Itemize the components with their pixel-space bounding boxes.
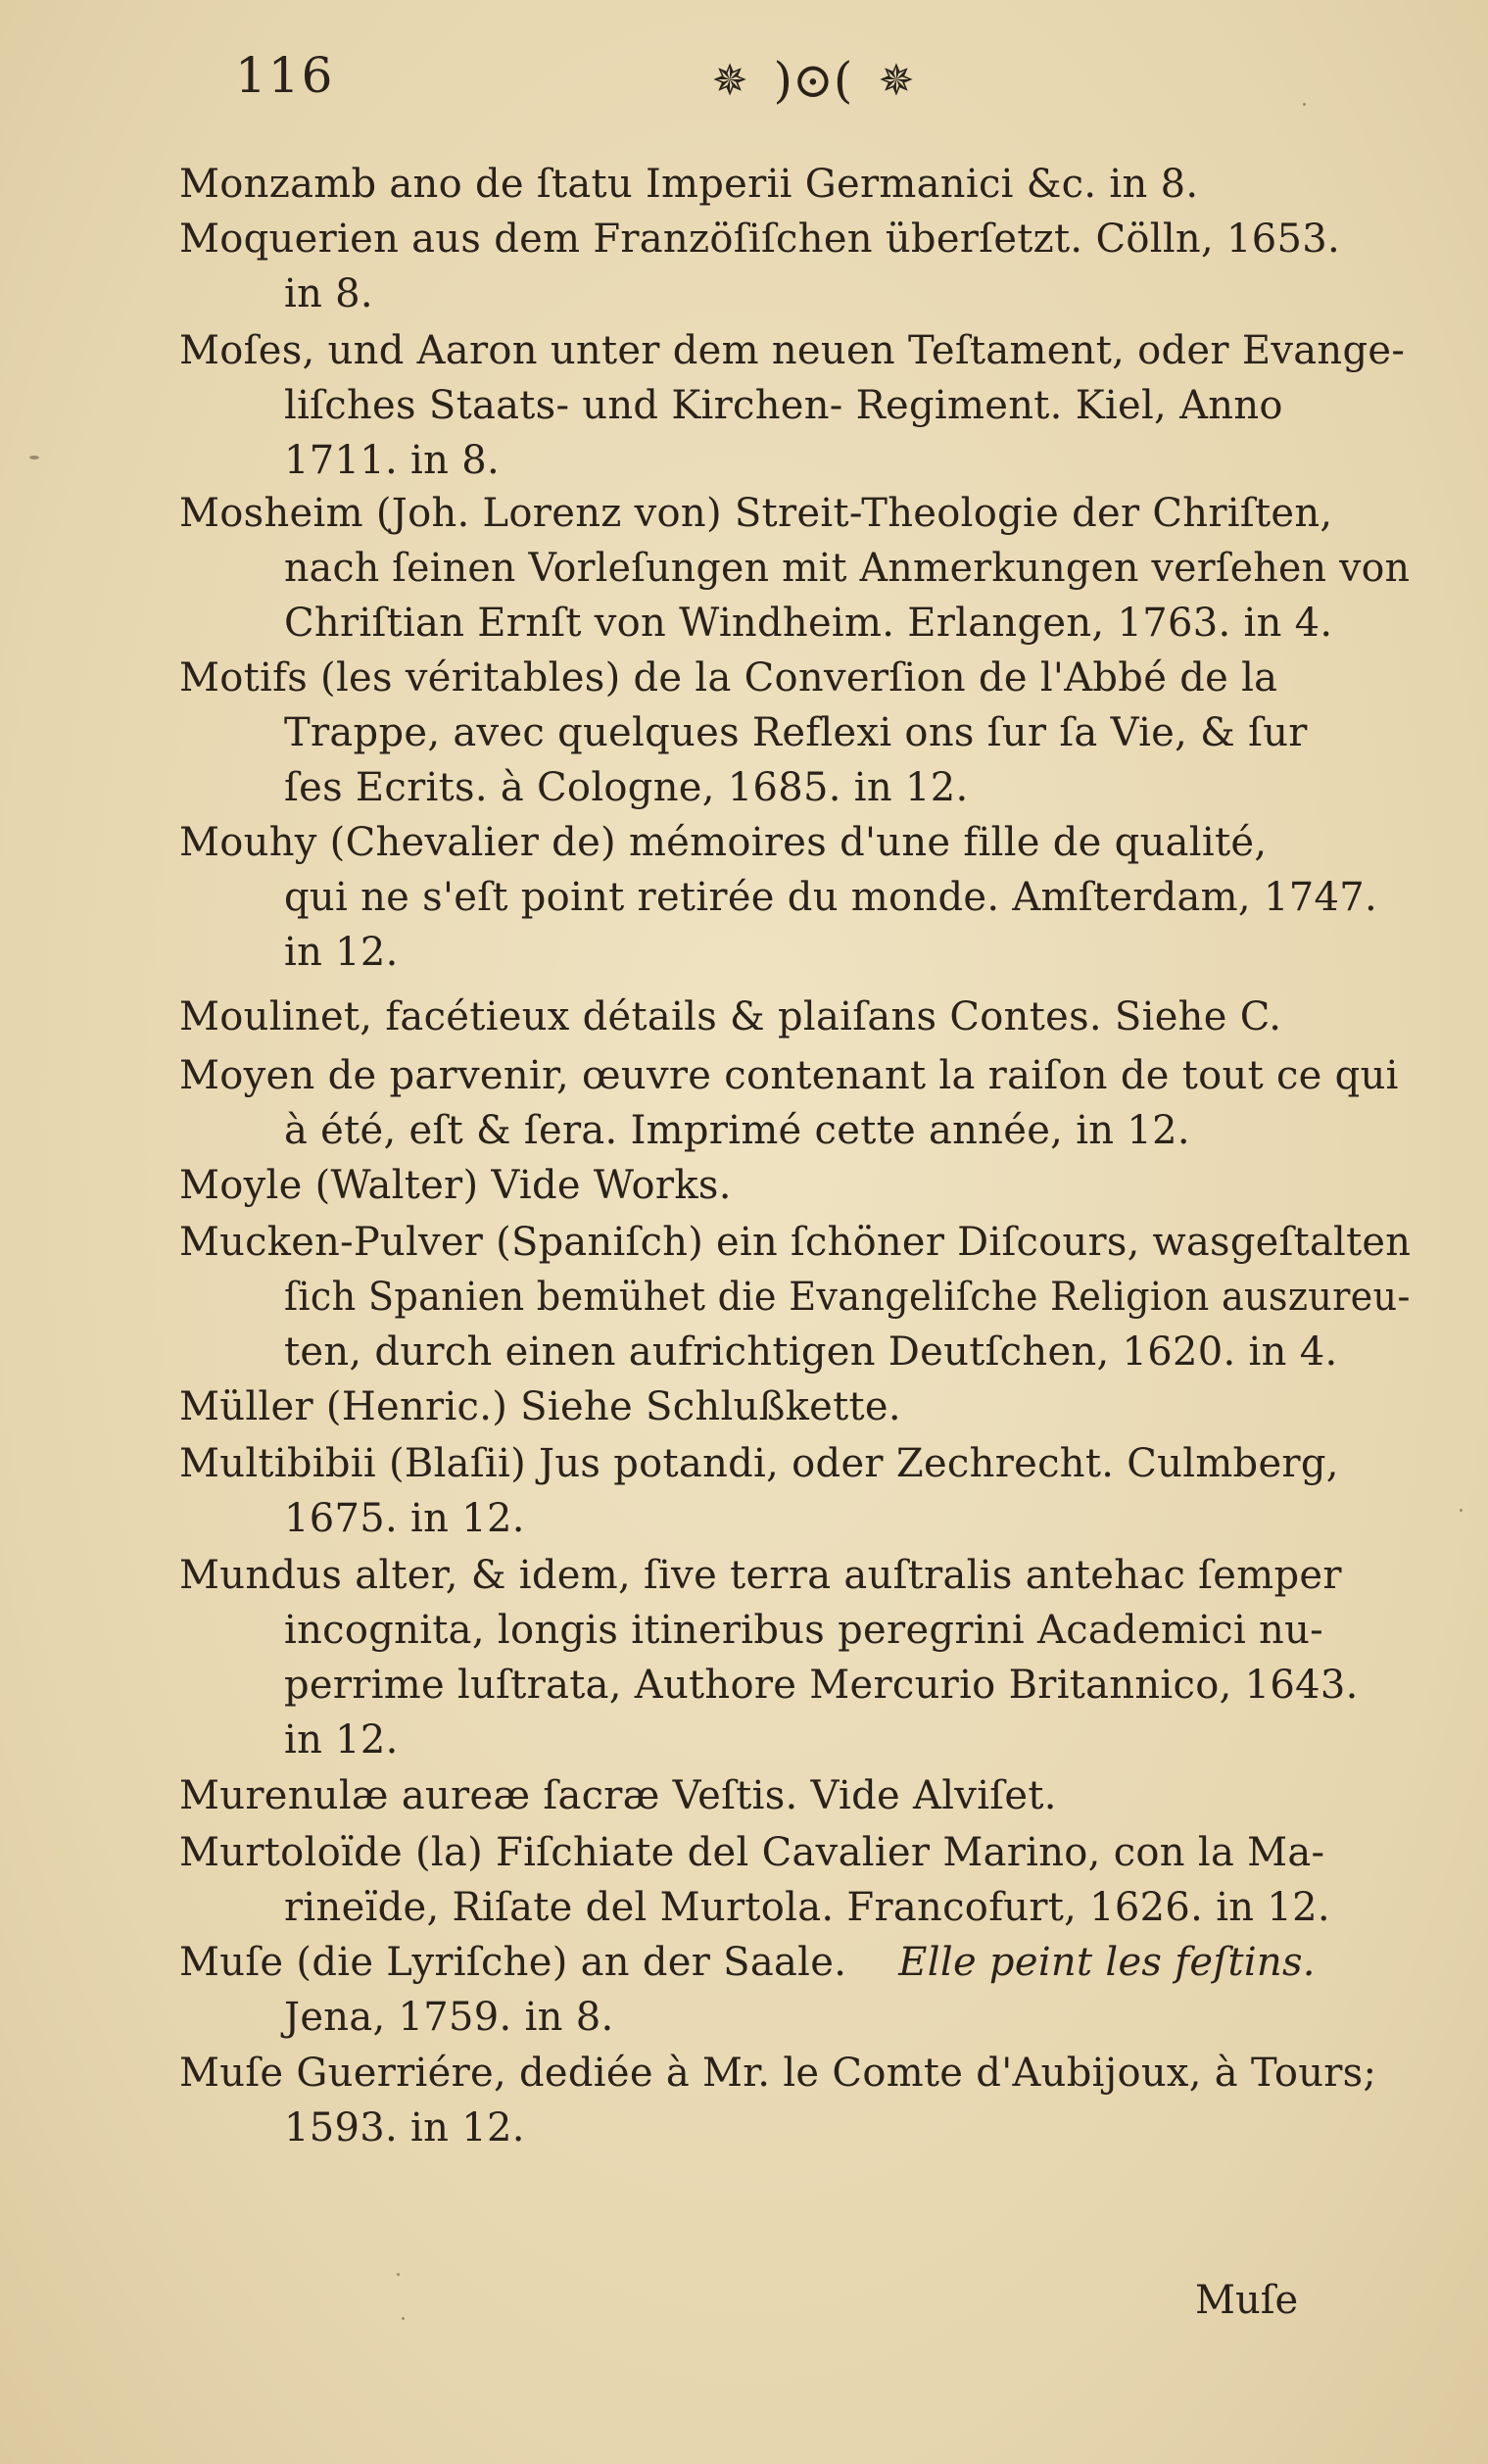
entry-line: incognita, longis itineribus peregrini Academici nu- — [284, 1608, 1323, 1653]
entry-line-text: Muſe (die Lyriſche) an der Saale. — [179, 1940, 860, 1985]
paper-speck — [29, 456, 39, 459]
entry-line: in 12. — [284, 1717, 399, 1763]
entry-line: nach ſeinen Vorleſungen mit Anmerkungen verſehen von — [284, 546, 1411, 591]
paper-speck — [1460, 1509, 1463, 1512]
entry-line: Moyen de parvenir, œuvre contenant la raiſon de tout ce qui — [179, 1053, 1399, 1098]
entry-line: 1593. in 12. — [284, 2105, 525, 2150]
entry-line: Chriſtian Ernſt von Windheim. Erlangen, 1763. in 4. — [284, 601, 1333, 646]
entry-line: Trappe, avec quelques Reflexi ons ſur ſa Vie, & ſur — [284, 710, 1308, 755]
entry-line: ten, durch einen aufrichtigen Deutſchen, 1620. in 4. — [284, 1329, 1338, 1375]
entry-line: qui ne s'eſt point retirée du monde. Amſterdam, 1747. — [284, 875, 1377, 920]
entry-line: Mucken-Pulver (Spaniſch) ein ſchöner Diſcours, wasgeſtalten — [179, 1220, 1412, 1265]
entry-line: perrime luſtrata, Authore Mercurio Britannico, 1643. — [284, 1663, 1359, 1708]
entry-line: Jena, 1759. in 8. — [284, 1995, 614, 2040]
page-number: 116 — [235, 47, 335, 104]
flower-ornament-icon: ✵ — [711, 55, 748, 106]
entry-line: Multibibii (Blaſii) Jus potandi, oder Zechrecht. Culmberg, — [179, 1441, 1339, 1486]
page-header — [0, 39, 1488, 118]
entry-line: Moyle (Walter) Vide Works. — [179, 1163, 732, 1208]
entry-line: Moulinet, facétieux détails & plaiſans Contes. Siehe C. — [179, 994, 1282, 1039]
entry-line: in 8. — [284, 271, 373, 316]
paper-speck — [397, 2273, 400, 2276]
entry-line: Murtoloïde (la) Fiſchiate del Cavalier Marino, con la Ma- — [179, 1830, 1325, 1875]
center-ornament: )⊙( — [773, 52, 853, 109]
entry-line: Muſe Guerriére, dediée à Mr. le Comte d'Aubijoux, à Tours; — [179, 2051, 1377, 2096]
paper-speck — [402, 2317, 405, 2320]
paper-speck — [1303, 103, 1306, 106]
catchword: Muſe — [1195, 2278, 1299, 2323]
entry-line: Moquerien aus dem Franzöſiſchen überſetzt. Cölln, 1653. — [179, 217, 1341, 262]
entry-line: Motifs (les véritables) de la Converſion de l'Abbé de la — [179, 655, 1278, 701]
entry-line: Monzamb ano de ſtatu Imperii Germanici &c. in 8. — [179, 162, 1199, 207]
entry-line: 1675. in 12. — [284, 1496, 525, 1541]
entry-line — [179, 1935, 1316, 1990]
entry-line: ſes Ecrits. à Cologne, 1685. in 12. — [284, 765, 969, 810]
entry-line: Mosheim (Joh. Lorenz von) Streit-Theologie der Chriſten, — [179, 491, 1333, 536]
entry-line: Murenulæ aureæ ſacræ Veſtis. Vide Alviſet. — [179, 1773, 1057, 1818]
entry-line: rineïde, Riſate del Murtola. Francofurt, 1626. in 12. — [284, 1885, 1330, 1930]
flower-ornament-icon: ✵ — [878, 55, 915, 106]
entry-note: Elle peint les feſtins. — [898, 1940, 1316, 1985]
header-ornament — [588, 51, 1038, 110]
entry-line: ſich Spanien bemühet die Evangeliſche Religion auszureu- — [284, 1275, 1411, 1320]
entry-line: Moſes, und Aaron unter dem neuen Teſtament, oder Evange- — [179, 328, 1406, 373]
entry-line: Mouhy (Chevalier de) mémoires d'une fille de qualité, — [179, 820, 1268, 865]
entry-line: in 12. — [284, 930, 399, 975]
entry-line: 1711. in 8. — [284, 438, 500, 483]
entry-line: liſches Staats- und Kirchen- Regiment. Kiel, Anno — [284, 383, 1283, 428]
entry-line: Müller (Henric.) Siehe Schlußkette. — [179, 1384, 901, 1429]
entry-line: Mundus alter, & idem, ſive terra auſtralis antehac ſemper — [179, 1553, 1342, 1598]
entry-line: à été, eſt & ſera. Imprimé cette année, in 12. — [284, 1108, 1190, 1153]
